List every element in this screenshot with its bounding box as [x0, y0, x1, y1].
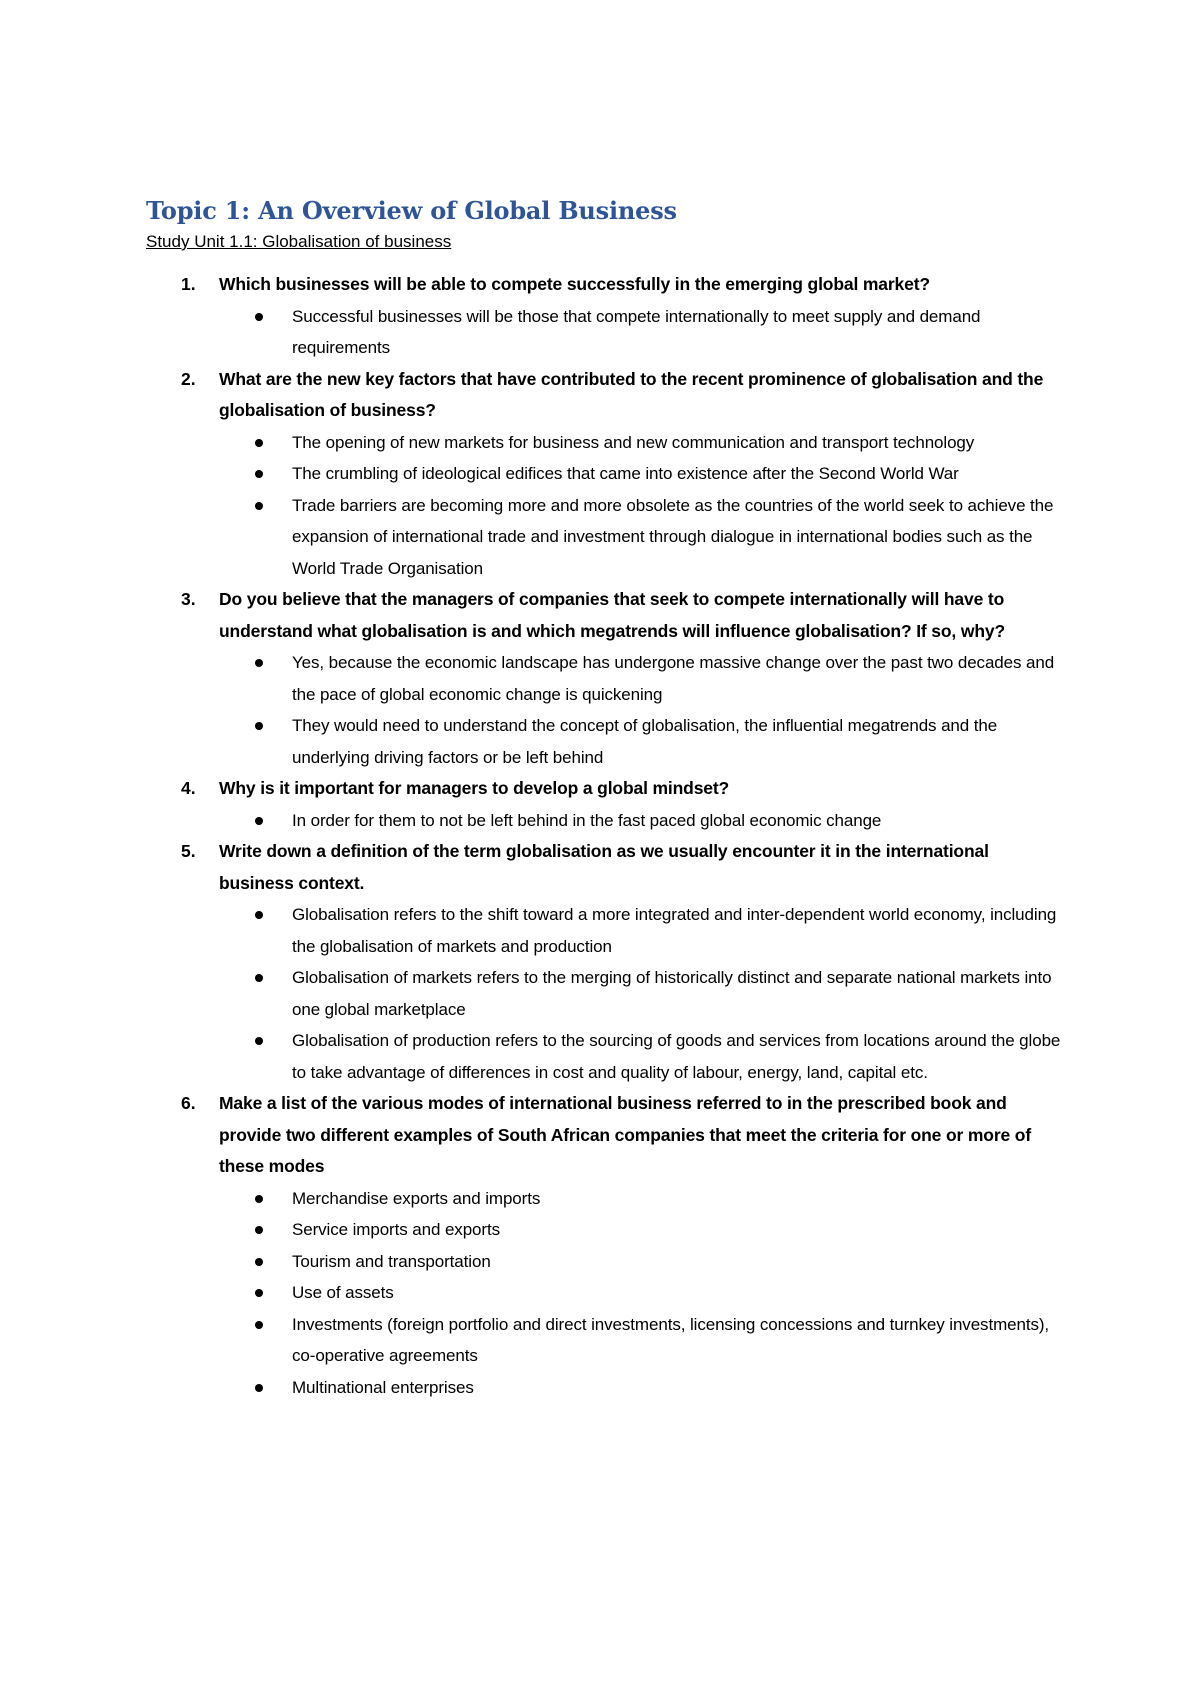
bullet-icon — [255, 722, 263, 730]
question-item — [146, 836, 1066, 1088]
answer-text: Tourism and transportation — [292, 1251, 491, 1271]
question-item — [146, 584, 1066, 773]
answer-list — [219, 427, 1066, 585]
answer-text: Merchandise exports and imports — [292, 1188, 541, 1208]
answer-item — [219, 1214, 1066, 1246]
bullet-icon — [255, 659, 263, 667]
answer-text: Globalisation refers to the shift toward a more integrated and inter-dependent world economy, including the globalisation of markets and production — [292, 905, 1057, 956]
answer-item — [219, 899, 1066, 962]
question-number: 2. — [181, 368, 196, 389]
bullet-icon — [255, 1384, 263, 1392]
question-number: 6. — [181, 1093, 196, 1113]
answer-text: Use of assets — [292, 1283, 394, 1302]
answer-item — [219, 1246, 1066, 1278]
question-text: What are the new key factors that have contributed to the recent prominence of globalisation and the globalisation of business? — [219, 368, 1044, 420]
study-unit-subtitle: Study Unit 1.1: Globalisation of business — [146, 232, 452, 251]
bullet-icon — [255, 439, 263, 447]
bullet-icon — [255, 1321, 263, 1329]
answer-list — [219, 805, 1066, 837]
question-text: Which businesses will be able to compete successfully in the emerging global market? — [219, 274, 930, 294]
bullet-icon — [255, 470, 263, 478]
question-list — [146, 269, 1066, 1403]
answer-text: Trade barriers are becoming more and more obsolete as the countries of the world seek to achieve the expansion of international trade and investment through dialogue in international bodies such as the World Trade Organisation — [292, 495, 1054, 578]
answer-list — [219, 899, 1066, 1088]
question-number: 5. — [181, 841, 196, 861]
answer-text: Globalisation of production refers to the sourcing of goods and services from locations around the globe to take advantage of differences in cost and quality of labour, energy, land, capital etc. — [292, 1031, 1061, 1082]
answer-text: Multinational enterprises — [292, 1377, 474, 1397]
question-text: Do you believe that the managers of companies that seek to compete internationally will have to understand what globalisation is and which megatrends will influence globalisation? If so, why? — [219, 589, 1005, 641]
question-item — [146, 773, 1066, 836]
page-title: Topic 1: An Overview of Global Business — [146, 196, 677, 225]
bullet-icon — [255, 1289, 263, 1297]
answer-text: Yes, because the economic landscape has undergone massive change over the past two decades and the pace of global economic change is quickening — [292, 653, 1055, 704]
answer-item — [219, 710, 1066, 773]
answer-text: Successful businesses will be those that compete internationally to meet supply and demand requirements — [292, 306, 981, 357]
answer-text: The opening of new markets for business and new communication and transport technology — [292, 432, 975, 452]
bullet-icon — [255, 1195, 263, 1203]
bullet-icon — [255, 911, 263, 919]
answer-list — [219, 647, 1066, 773]
answer-text: Service imports and exports — [292, 1220, 500, 1239]
answer-text: In order for them to not be left behind in the fast paced global economic change — [292, 810, 882, 830]
question-text: Write down a definition of the term globalisation as we usually encounter it in the international business context. — [219, 841, 989, 893]
answer-item — [219, 1309, 1066, 1372]
question-text: Make a list of the various modes of international business referred to in the prescribed book and provide two different examples of South African companies that meet the criteria for one or more of these modes — [219, 1093, 1032, 1176]
question-number: 3. — [181, 589, 196, 609]
answer-item — [219, 490, 1066, 585]
bullet-icon — [255, 502, 263, 510]
answer-item — [219, 805, 1066, 837]
question-number: 1. — [181, 274, 196, 294]
answer-item — [219, 427, 1066, 459]
bullet-icon — [255, 1037, 263, 1045]
answer-item — [219, 301, 1066, 364]
answer-item — [219, 962, 1066, 1025]
answer-item — [219, 1183, 1066, 1215]
bullet-icon — [255, 1258, 263, 1266]
answer-item — [219, 647, 1066, 710]
answer-item — [219, 1372, 1066, 1404]
question-number: 4. — [181, 778, 196, 798]
bullet-icon — [255, 974, 263, 982]
question-item — [146, 364, 1066, 585]
answer-item — [219, 458, 1066, 490]
answer-item — [219, 1025, 1066, 1088]
question-item — [146, 269, 1066, 364]
question-item — [146, 1088, 1066, 1403]
document-content — [146, 195, 1066, 1403]
answer-list — [219, 1183, 1066, 1404]
answer-text: The crumbling of ideological edifices that came into existence after the Second World War — [292, 464, 959, 483]
answer-text: They would need to understand the concept of globalisation, the influential megatrends and the underlying driving factors or be left behind — [292, 716, 998, 767]
answer-list — [219, 301, 1066, 364]
answer-text: Globalisation of markets refers to the merging of historically distinct and separate national markets into one global marketplace — [292, 968, 1052, 1019]
question-text: Why is it important for managers to develop a global mindset? — [219, 778, 730, 798]
bullet-icon — [255, 1226, 263, 1234]
answer-item — [219, 1277, 1066, 1309]
bullet-icon — [255, 313, 263, 321]
answer-text: Investments (foreign portfolio and direct investments, licensing concessions and turnkey investments), co-operative agreements — [292, 1314, 1050, 1365]
bullet-icon — [255, 817, 263, 825]
